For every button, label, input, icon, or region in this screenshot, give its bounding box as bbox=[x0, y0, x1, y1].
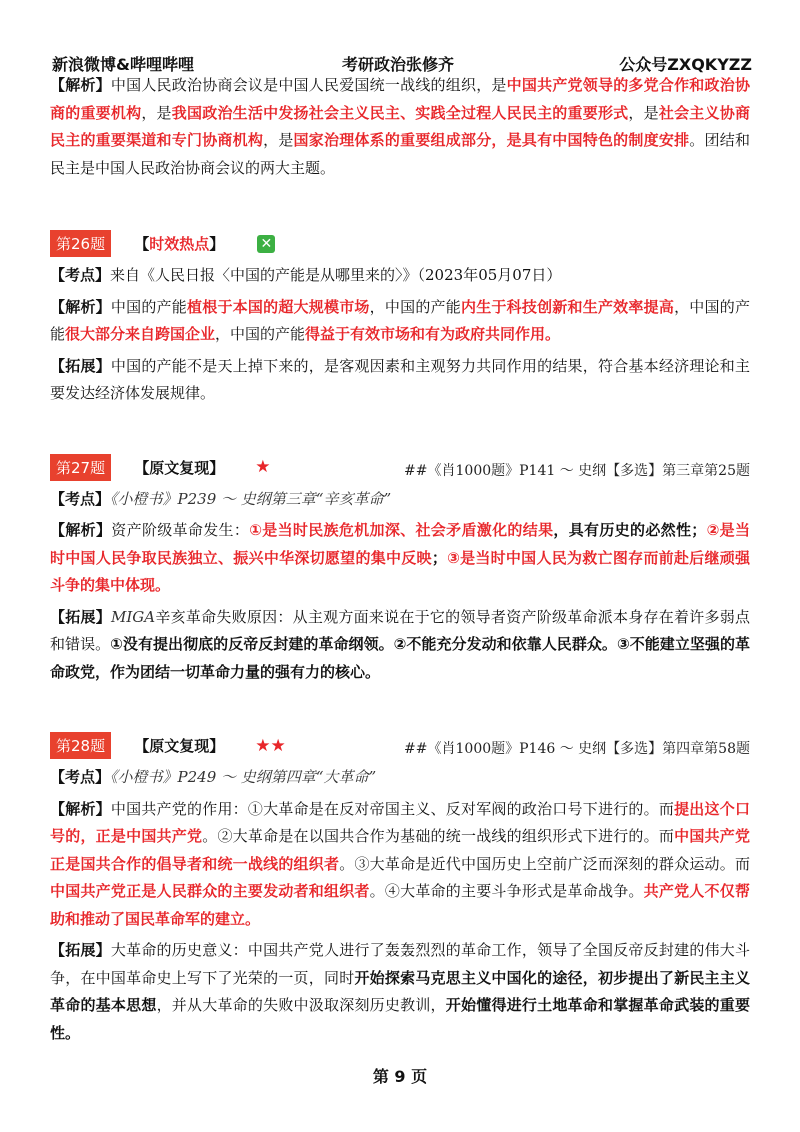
question-number-badge: 第27题 bbox=[50, 454, 111, 481]
q26-header bbox=[50, 230, 750, 260]
header-author: 考研政治张修齐 bbox=[342, 55, 455, 74]
page-content bbox=[50, 72, 750, 1047]
question-type: 【原文复现】 bbox=[134, 458, 225, 477]
label-analysis: 【解析】 bbox=[50, 76, 111, 94]
q26-analysis: 【解析】中国的产能植根于本国的超大规模市场，中国的产能内生于科技创新和生产效率提高，中国的产能很大部分来自跨国企业，中国的产能得益于有效市场和有为政府共同作用。 bbox=[50, 297, 750, 343]
question-source: ##《肖1000题》P146 ～ 史纲【多选】第四章第58题 bbox=[404, 741, 750, 757]
q27-header bbox=[50, 454, 750, 484]
q27-analysis: 【解析】资产阶级革命发生：①是当时民族危机加深、社会矛盾激化的结果，具有历史的必然性；②是当时中国人民争取民族独立、振兴中华深切愿望的集中反映；③是当时中国人民为救亡图存而前赴后继顽强斗争的集中体现。 bbox=[50, 521, 750, 594]
header-wechat-account: 公众号ZXQKYZZ bbox=[619, 55, 752, 74]
q28-analysis: 【解析】中国共产党的作用：①大革命是在反对帝国主义、反对军阀的政治口号下进行的。而提出这个口号的，正是中国共产党。②大革命是在以国共合作为基础的统一战线的组织形式下进行的。而中国共产党正是国共合作的倡导者和统一战线的组织者。③大革命是近代中国历史上空前广泛而深刻的群众运动。而中国共产党正是人民群众的主要发动者和组织者。④大革命的主要斗争形式是革命战争。共产党人不仅帮助和推动了国民革命军的建立。 bbox=[50, 799, 750, 928]
q28-header bbox=[50, 732, 750, 762]
question-number-badge: 第26题 bbox=[50, 230, 111, 257]
question-number-badge: 第28题 bbox=[50, 732, 111, 759]
q26-extension: 【拓展】中国的产能不是天上掉下来的，是客观因素和主观努力共同作用的结果，符合基本经济理论和主要发达经济体发展规律。 bbox=[50, 356, 750, 402]
question-type: 【原文复现】 bbox=[134, 737, 225, 755]
q27-extension: 【拓展】MIGA辛亥革命失败原因：从主观方面来说在于它的领导者资产阶级革命派本身存在着许多弱点和错误。①没有提出彻底的反帝反封建的革命纲领。②不能充分发动和依靠人民群众。③不能建立坚强的革命政党，作为团结一切革命力量的强有力的核心。 bbox=[50, 607, 750, 681]
star-icon: ★ bbox=[255, 457, 271, 477]
q28-extension: 【拓展】大革命的历史意义：中国共产党人进行了轰轰烈烈的革命工作，领导了全国反帝反封建的伟大斗争，在中国革命史上写下了光荣的一页，同时开始探索马克思主义中国化的途径，初步提出了新民主主义革命的基本思想，并从大革命的失败中汲取深刻历史教训，开始懂得进行土地革命和掌握革命武装的重要性。 bbox=[50, 941, 750, 1042]
cross-mark-icon: ✕ bbox=[257, 235, 275, 253]
q27-key-point: 【考点】《小橙书》P239 ～ 史纲第三章“辛亥革命” bbox=[50, 489, 392, 508]
q26-key-point: 【考点】来自《人民日报〈中国的产能是从哪里来的〉》（2023年05月07日） bbox=[50, 266, 562, 284]
star-icon: ★★ bbox=[255, 735, 286, 756]
question-type: 【时效热点】 bbox=[134, 235, 225, 253]
page-number: 第 9 页 bbox=[372, 1067, 428, 1086]
question-source: ##《肖1000题》P141 ～ 史纲【多选】第三章第25题 bbox=[404, 462, 750, 479]
q28-key-point: 【考点】《小橙书》P249 ～ 史纲第四章“大革命” bbox=[50, 768, 377, 786]
header-weibo-bilibili: 新浪微博&哔哩哔哩 bbox=[52, 55, 194, 74]
q25-analysis: 【解析】中国人民政治协商会议是中国人民爱国统一战线的组织，是中国共产党领导的多党合作和政治协商的重要机构，是我国政治生活中发扬社会主义民主、实践全过程人民民主的重要形式，是社会主义协商民主的重要渠道和专门协商机构，是国家治理体系的重要组成部分，是具有中国特色的制度安排。团结和民主是中国人民政治协商会议的两大主题。 bbox=[50, 76, 750, 177]
